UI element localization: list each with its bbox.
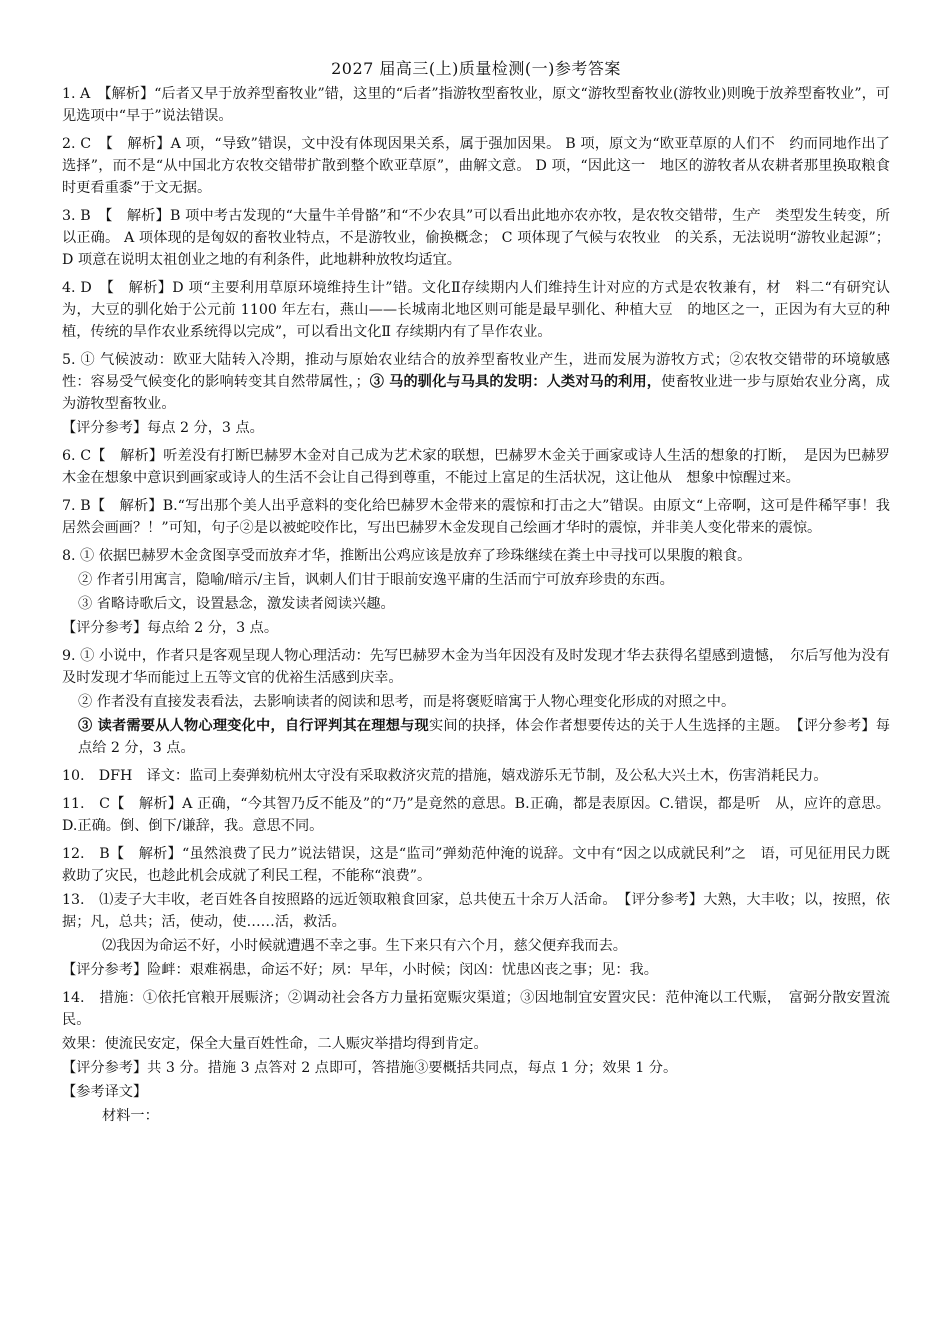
answer-12 <box>62 843 890 887</box>
answer-7 <box>62 495 890 539</box>
answer-text: 7. B【 解析】B.“写出那个美人出乎意料的变化给巴赫罗木金带来的震惊和打击之大”错误。由原文“上帝啊，这可是件稀罕事！我居然会画画？！”可知，句子②是以被蛇咬作比，写出巴赫罗木金发现自己绘画才华时的震惊，并非美人变化带来的震惊。 <box>62 498 890 536</box>
answer-6 <box>62 445 890 489</box>
answer-text: 11. C【 解析】A 正确，“今其智乃反不能及”的“乃”是竟然的意思。B.正确，都是表原因。C.错误，都是听 从，应许的意思。D.正确。倒、倒下/谦辞，我。意思不同。 <box>62 796 890 834</box>
answer-bold-text: ③ 马的驯化与马具的发明：人类对马的利用， <box>369 374 662 390</box>
answer-text: 6. C【 解析】听差没有打断巴赫罗木金对自己成为艺术家的联想，巴赫罗木金关于画家或诗人生活的想象的打断， 是因为巴赫罗木金在想象中意识到画家或诗人的生活不会让自己得到尊重，不能过上富足的生活状况，这让他从 想象中惊醒过来。 <box>62 448 890 486</box>
answer-text: ② 作者引用寓言，隐喻/暗示/主旨，讽刺人们甘于眼前安逸平庸的生活而宁可放弃珍贵的东西。 <box>78 572 674 588</box>
answer-text-after: 使畜牧业进一步与原始农业分离，成为游牧型畜牧业。 <box>62 374 890 412</box>
answer-text: 9. ① 小说中，作者只是客观呈现人物心理活动：先写巴赫罗木金为当年因没有及时发现才华去获得名望感到遗憾， 尔后写他为没有及时发现才华而能过上五等文官的优裕生活感到庆幸。 <box>62 648 890 686</box>
scoring-note <box>62 617 890 639</box>
answer-text: 8. ① 依据巴赫罗木金贪图享受而放弃才华，推断出公鸡应该是放弃了珍珠继续在粪土中寻找可以果腹的粮食。 <box>62 548 752 564</box>
answer-text: 效果：使流民安定，保全大量百姓性命，二人赈灾举措均得到肯定。 <box>62 1036 488 1052</box>
answer-8-point-3 <box>62 593 890 615</box>
answer-11 <box>62 793 890 837</box>
answer-text: 13. ⑴麦子大丰收，老百姓各自按照路的远近领取粮食回家，总共使五十余万人活命。 【评分参考】大熟，大丰收；以，按照，依据；凡，总共；活，使动，使……活，救活。 <box>62 892 890 930</box>
answer-8-point-2 <box>62 569 890 591</box>
answer-3 <box>62 205 890 271</box>
answer-text-after: 实间的抉择，体会作者想要传达的关于人生选择的主题。 【评分参考】每点给 2 分，3 点。 <box>78 718 890 756</box>
answer-text: 12. B【 解析】“虽然浪费了民力”说法错误，这是“监司”弹劾范仲淹的说辞。文中有“因之以成就民利”之 语，可见征用民力既救助了灾民，也趁此机会成就了利民工程，不能称“浪费”。 <box>62 846 890 884</box>
answer-9-point-2 <box>62 691 890 713</box>
scoring-note <box>62 417 890 439</box>
page-title: 2027 届高三(上)质量检测(一)参考答案 <box>331 59 621 78</box>
answer-9-point-3 <box>62 715 890 759</box>
scoring-text: 【评分参考】险衅：艰难祸患，命运不好；夙：早年，小时候；闵凶：忧患凶丧之事；见：我。 <box>62 962 658 978</box>
answer-13-part-1 <box>62 889 890 933</box>
scoring-text: 【评分参考】每点 2 分，3 点。 <box>62 420 264 436</box>
answer-text: ③ 省略诗歌后文，设置悬念，激发读者阅读兴趣。 <box>78 596 395 612</box>
answer-text: 10. DFH 译文：监司上奏弹劾杭州太守没有采取救济灾荒的措施，嬉戏游乐无节制，及公私大兴土木，伤害消耗民力。 <box>62 768 828 784</box>
scoring-text: 【评分参考】每点给 2 分，3 点。 <box>62 620 279 636</box>
scoring-note <box>62 1057 890 1079</box>
answer-text: 1. A 【解析】“后者又早于放养型畜牧业”错，这里的“后者”指游牧型畜牧业，原文“游牧型畜牧业(游牧业)则晚于放养型畜牧业”，可见选项中“早于”说法错误。 <box>62 86 890 124</box>
material-one-label <box>62 1105 890 1127</box>
answer-bold-text: ③ 读者需要从人物心理变化中，自行评判其在理想与现 <box>78 718 429 734</box>
document-page <box>62 56 890 1129</box>
answer-text: 14. 措施：①依托官粮开展赈济；②调动社会各方力量拓宽赈灾渠道；③因地制宜安置灾民：范仲淹以工代赈， 富弼分散安置流民。 <box>62 990 890 1028</box>
scoring-text: 【评分参考】共 3 分。措施 3 点答对 2 点即可，答措施③要概括共同点，每点 1 分；效果 1 分。 <box>62 1060 678 1076</box>
answer-8-point-1 <box>62 545 890 567</box>
answer-5 <box>62 349 890 415</box>
answer-text: ⑵我因为命运不好，小时候就遭遇不幸之事。生下来只有六个月，慈父便弃我而去。 <box>102 938 627 954</box>
answer-text: 4. D 【 解析】D 项“主要利用草原环境维持生计”错。文化Ⅱ存续期内人们维持生计对应的方式是农牧兼有，材 料二“有研究认为，大豆的驯化始于公元前 1100 年左右，燕山——长城南北地区则可能是最早驯化、种植大豆 的地区之一，正因为有大豆的种植，传统的旱作农业系统得以完成”，可以看出文化Ⅱ 存续期内有了旱作农业。 <box>62 280 890 340</box>
answer-2 <box>62 133 890 199</box>
answer-10 <box>62 765 890 787</box>
answer-13-part-2 <box>62 935 890 957</box>
translation-heading-text: 【参考译文】 <box>62 1084 148 1100</box>
answer-1 <box>62 83 890 127</box>
answer-text: 5. ① 气候波动：欧亚大陆转入冷期，推动与原始农业结合的放养型畜牧业产生，进而发展为游牧方式；②农牧交错带的环境敏感性：容易受气候变化的影响转变其自然带属性，； <box>62 352 890 390</box>
answer-14-effect <box>62 1033 890 1055</box>
scoring-note <box>62 959 890 981</box>
translation-heading <box>62 1081 890 1103</box>
answer-4 <box>62 277 890 343</box>
answer-text: ② 作者没有直接发表看法，去影响读者的阅读和思考，而是将褒贬暗寓于人物心理变化形成的对照之中。 <box>78 694 736 710</box>
answer-9-point-1 <box>62 645 890 689</box>
material-label-text: 材料一： <box>102 1108 159 1124</box>
answer-text: 2. C 【 解析】A 项，“导致”错误，文中没有体现因果关系，属于强加因果。 B 项，原文为“欧亚草原的人们不 约而同地作出了选择”，而不是“从中国北方农牧交错带扩散到整个欧亚草原”，曲解文意。 D 项，“因此这一 地区的游牧者从农耕者那里换取粮食时更看重黍”于文无据。 <box>62 136 890 196</box>
answer-text: 3. B 【 解析】B 项中考古发现的“大量牛羊骨骼”和“不少农具”可以看出此地亦农亦牧，是农牧交错带，生产 类型发生转变，所以正确。 A 项体现的是匈奴的畜牧业特点，不是游牧业，偷换概念； C 项体现了气候与农牧业 的关系，无法说明“游牧业起源”；D 项意在说明太祖创业之地的有利条件，此地耕种放牧均适宜。 <box>62 208 890 268</box>
answer-14-measures <box>62 987 890 1031</box>
